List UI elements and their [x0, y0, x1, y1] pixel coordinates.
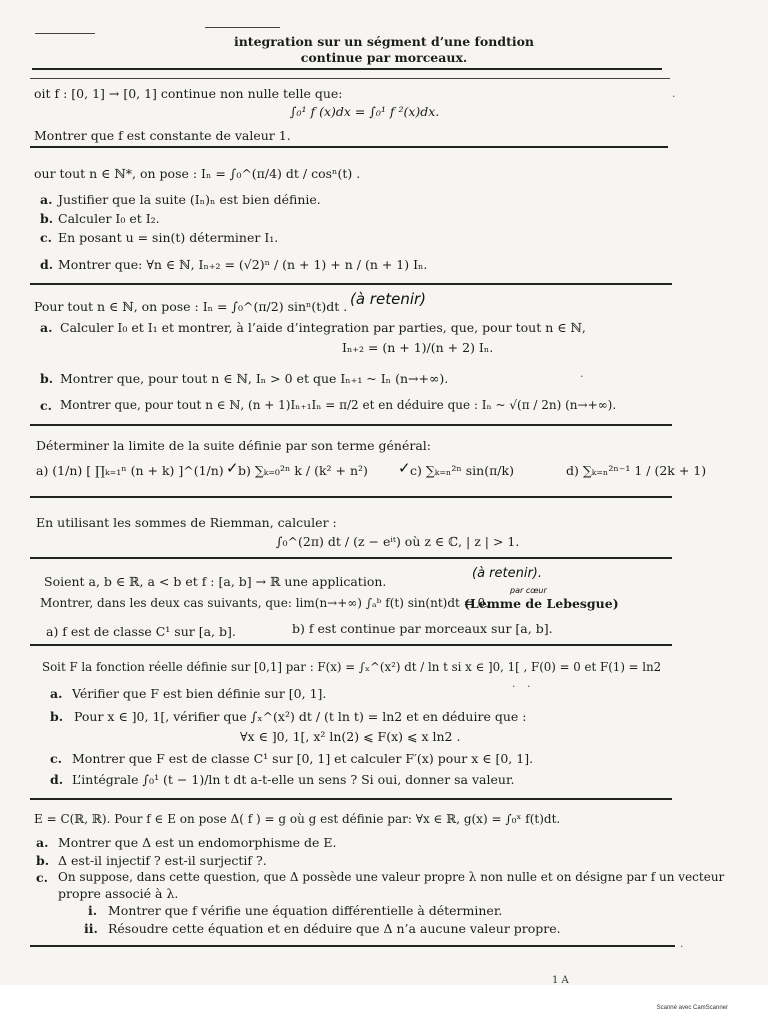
- ex5-formula: ∫₀^(2π) dt / (z − eⁱᵗ) où z ∈ ℂ, | z | > 1.: [276, 534, 520, 549]
- label-b: b.: [36, 853, 50, 868]
- bottom-strip: [0, 985, 768, 1024]
- section-divider: [30, 945, 675, 947]
- ex8-b: Δ est-il injectif ? est-il surjectif ?.: [58, 853, 267, 868]
- ex3-a-formula: Iₙ₊₂ = (n + 1)/(n + 2) Iₙ.: [342, 340, 494, 355]
- label-d: d.: [50, 772, 64, 787]
- ex1-formula: ∫₀¹ f (x)dx = ∫₀¹ f ²(x)dx.: [290, 104, 440, 119]
- section-divider: [30, 146, 668, 148]
- ex6-a: a) f est de classe C¹ sur [a, b].: [46, 624, 236, 639]
- scan-speckle: · ·: [512, 680, 535, 693]
- label-a: a.: [50, 686, 63, 701]
- ex2-c: En posant u = sin(t) déterminer I₁.: [58, 230, 279, 245]
- ex2-b: Calculer I₀ et I₂.: [58, 211, 160, 226]
- label-a: a.: [36, 835, 49, 850]
- page-mark: 1 A: [552, 975, 569, 986]
- top-dash: [205, 27, 280, 28]
- ex8-ci: Montrer que f vérifie une équation différentielle à déterminer.: [108, 903, 503, 918]
- ex8-c2: propre associé à λ.: [58, 886, 179, 901]
- handwritten-note: (à retenir).: [472, 566, 543, 581]
- label-c: c.: [40, 230, 52, 245]
- handwritten-note: (à retenir): [350, 290, 427, 308]
- section-divider: [30, 798, 672, 800]
- ex8-cii: Résoudre cette équation et en déduire que Δ n’a aucune valeur propre.: [108, 921, 561, 936]
- label-c: c.: [50, 751, 62, 766]
- ex6-statement: Montrer, dans les deux cas suivants, que: lim(n→+∞) ∫ₐᵇ f(t) sin(nt)dt = 0.: [40, 596, 489, 610]
- ex8-c: On suppose, dans cette question, que Δ possède une valeur propre λ non nulle et on désigne par f un vecteur: [58, 870, 725, 884]
- ex7-b: Pour x ∈ ]0, 1[, vérifier que ∫ₓ^(x²) dt / (t ln t) = ln2 et en déduire que :: [74, 709, 527, 724]
- ex4-b: b) ∑ₖ₌₀²ⁿ k / (k² + n²): [238, 463, 368, 478]
- ex6-b: b) f est continue par morceaux sur [a, b].: [292, 621, 553, 636]
- label-d: d.: [40, 257, 54, 272]
- ex4-d: d) ∑ₖ₌ₙ²ⁿ⁻¹ 1 / (2k + 1): [566, 463, 707, 478]
- label-i: i.: [88, 903, 98, 918]
- ex2-d: Montrer que: ∀n ∈ ℕ, Iₙ₊₂ = (√2)ⁿ / (n + 1) + n / (n + 1) Iₙ.: [58, 257, 428, 272]
- label-c: c.: [40, 398, 52, 413]
- ex4-intro: Déterminer la limite de la suite définie par son terme général:: [36, 438, 432, 453]
- label-a: a.: [40, 320, 53, 335]
- ex8-intro: E = C(ℝ, ℝ). Pour f ∈ E on pose Δ( f ) = g où g est définie par: ∀x ∈ ℝ, g(x) = ∫₀ˣ f(t)dt.: [34, 812, 561, 826]
- check-mark-icon: ✓: [398, 459, 411, 477]
- label-b: b.: [50, 709, 64, 724]
- ex4-a: a) (1/n) [ ∏ₖ₌₁ⁿ (n + k) ]^(1/n): [36, 463, 224, 478]
- label-ii: ii.: [84, 921, 98, 936]
- ex2-a: Justifier que la suite (Iₙ)ₙ est bien définie.: [58, 192, 321, 207]
- section-divider: [32, 68, 662, 70]
- section-divider: [30, 424, 672, 426]
- ex3-a: Calculer I₀ et I₁ et montrer, à l’aide d’integration par parties, que, pour tout n ∈ ℕ,: [60, 320, 586, 335]
- ex1-question: Montrer que f est constante de valeur 1.: [34, 128, 291, 143]
- doc-title-line1: integration sur un ségment d’une fondtion: [233, 34, 535, 49]
- ex6-intro: Soient a, b ∈ ℝ, a < b et f : [a, b] → ℝ une application.: [44, 574, 387, 589]
- scan-speckle: ·: [672, 90, 680, 103]
- ex2-intro: our tout n ∈ ℕ*, on pose : Iₙ = ∫₀^(π/4) dt / cosⁿ(t) .: [34, 166, 361, 181]
- ex5-intro: En utilisant les sommes de Riemman, calculer :: [36, 515, 337, 530]
- ex3-c: Montrer que, pour tout n ∈ ℕ, (n + 1)Iₙ₊₁Iₙ = π/2 et en déduire que : Iₙ ~ √(π / 2n) (n→+∞).: [60, 398, 617, 412]
- ex3-intro: Pour tout n ∈ ℕ, on pose : Iₙ = ∫₀^(π/2) sinⁿ(t)dt .: [34, 299, 348, 314]
- section-divider: [30, 283, 672, 285]
- ex1-statement: oit f : [0, 1] → [0, 1] continue non nulle telle que:: [34, 86, 343, 101]
- label-b: b.: [40, 371, 54, 386]
- doc-title-line2: continue par morceaux.: [300, 50, 468, 65]
- label-c: c.: [36, 870, 48, 885]
- ex4-c: c) ∑ₖ₌ₙ²ⁿ sin(π/k): [410, 463, 514, 478]
- section-divider: [30, 557, 672, 559]
- ex8-a: Montrer que Δ est un endomorphisme de E.: [58, 835, 337, 850]
- section-divider: [30, 644, 672, 646]
- check-mark-icon: ✓: [226, 459, 239, 477]
- scan-speckle: ·: [680, 940, 688, 953]
- ex7-intro: Soit F la fonction réelle définie sur [0,1] par : F(x) = ∫ₓ^(x²) dt / ln t si x ∈ ]0, 1[ , F(0) = 0 et F(1) = ln2: [42, 660, 662, 674]
- label-a: a.: [40, 192, 53, 207]
- ex7-a: Vérifier que F est bien définie sur [0, 1].: [72, 686, 327, 701]
- section-divider: [30, 78, 670, 79]
- ex6-lemma: (Lemme de Lebesgue): [464, 596, 619, 611]
- ex7-c: Montrer que F est de classe C¹ sur [0, 1] et calculer F′(x) pour x ∈ [0, 1].: [72, 751, 534, 766]
- section-divider: [30, 496, 672, 498]
- ex7-d: L’intégrale ∫₀¹ (t − 1)/ln t dt a-t-elle un sens ? Si oui, donner sa valeur.: [72, 772, 515, 787]
- handwritten-note-small: par cœur: [510, 586, 547, 595]
- scan-speckle: ·: [580, 370, 588, 383]
- ex3-b: Montrer que, pour tout n ∈ ℕ, Iₙ > 0 et que Iₙ₊₁ ~ Iₙ (n→+∞).: [60, 371, 449, 386]
- scanner-footer: Scanné avec CamScanner: [656, 1005, 728, 1011]
- label-b: b.: [40, 211, 54, 226]
- ex7-b-formula: ∀x ∈ ]0, 1[, x² ln(2) ⩽ F(x) ⩽ x ln2 .: [240, 729, 461, 744]
